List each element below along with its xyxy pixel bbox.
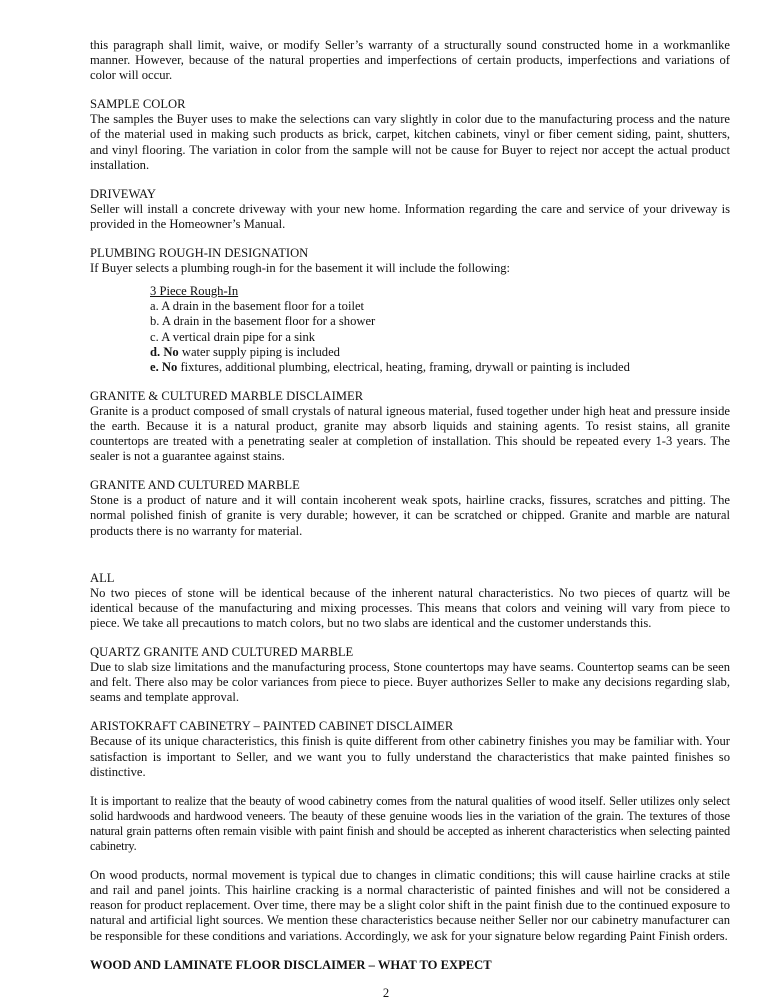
- granite-marble-heading: GRANITE AND CULTURED MARBLE: [90, 478, 300, 493]
- wood-laminate-heading: WOOD AND LAMINATE FLOOR DISCLAIMER – WHAT TO EXPECT: [90, 957, 492, 972]
- list-item-prefix: a.: [150, 299, 159, 314]
- granite-disclaimer-heading: GRANITE & CULTURED MARBLE DISCLAIMER: [90, 388, 364, 403]
- list-item-prefix: d.: [150, 344, 161, 359]
- aristokraft-body-1: Because of its unique characteristics, this finish is quite different from other cabinetry finishes you may be familiar with. Your satisfaction is important to Seller, and we want you to fully understand the characteristics that make painted finishes so distinctive.: [90, 734, 730, 779]
- plumbing-body: If Buyer selects a plumbing rough-in for the basement it will include the following:: [90, 261, 511, 276]
- sample-color-section: [90, 97, 730, 172]
- list-item-text: A drain in the basement floor for a toilet: [161, 299, 365, 314]
- plumbing-heading: PLUMBING ROUGH-IN DESIGNATION: [90, 246, 309, 261]
- document-page: [90, 38, 730, 973]
- list-item-text: water supply piping is included: [181, 344, 340, 359]
- aristokraft-body-2: It is important to realize that the beauty of wood cabinetry comes from the natural qualities of wood itself. Seller utilizes only select solid hardwoods and hardwood veneers. The beauty of these genuine woods lies in the variation of the grain. The textures of those natural grain patterns often remain visible with paint finish and should be accepted as inherent characteristics when selecting painted cabinetry.: [90, 793, 730, 854]
- aristokraft-body-3: On wood products, normal movement is typical due to changes in climatic conditions; this will cause hairline cracks at stile and rail and panel joints. This hairline cracking is a normal characteristic of painted finishes and will not be considered a reason for product replacement. Over time, there may be a slight color shift in the paint finish due to the continued exposure to natural and artificial light sources. We mention these characteristics because neither Seller nor our cabinetry manufacturer can be responsible for these conditions and variations. Accordingly, we ask for your signature below regarding Paint Finish orders.: [90, 868, 730, 943]
- intro-paragraph: this paragraph shall limit, waive, or modify Seller’s warranty of a structurally sound constructed home in a workmanlike manner. However, because of the natural properties and imperfections of certain products, imperfections and variations of color will occur.: [90, 38, 730, 83]
- all-body: No two pieces of stone will be identical because of the inherent natural characteristics. No two pieces of quartz will be identical because of the manufacturing and mixing processes. This means that colors and veining will vary from piece to piece. We take all precautions to match colors, but no two slabs are identical and the customer understands this.: [90, 585, 730, 630]
- list-item-bold: No: [161, 359, 178, 374]
- plumbing-section: [90, 246, 730, 375]
- plumbing-list-title: 3 Piece Rough-In: [150, 284, 239, 299]
- list-item-prefix: b.: [150, 314, 160, 329]
- page-number: 2: [382, 986, 390, 1000]
- list-item: [150, 314, 730, 329]
- intro-section: [90, 38, 730, 83]
- granite-disclaimer-section: [90, 389, 730, 464]
- driveway-body: Seller will install a concrete driveway with your new home. Information regarding the care and service of your driveway is provided in the Homeowner’s Manual.: [90, 201, 730, 231]
- list-item-prefix: e.: [150, 359, 159, 374]
- driveway-section: [90, 187, 730, 232]
- list-item-text: A drain in the basement floor for a shower: [161, 314, 376, 329]
- list-item-bold: No: [163, 344, 179, 359]
- list-item-prefix: c.: [150, 329, 159, 344]
- driveway-heading: DRIVEWAY: [90, 186, 156, 201]
- list-item-text: A vertical drain pipe for a sink: [161, 329, 316, 344]
- quartz-heading: QUARTZ GRANITE AND CULTURED MARBLE: [90, 645, 354, 659]
- list-item-text: fixtures, additional plumbing, electrical, heating, framing, drywall or painting is included: [180, 359, 630, 374]
- list-item: [150, 299, 730, 314]
- list-item: [150, 330, 730, 345]
- aristokraft-heading: ARISTOKRAFT CABINETRY – PAINTED CABINET DISCLAIMER: [90, 719, 454, 734]
- quartz-section: [90, 645, 730, 705]
- sample-color-body: The samples the Buyer uses to make the selections can vary slightly in color due to the manufacturing process and the nature of the material used in making such products as brick, carpet, kitchen cabinets, vinyl or fiber cement siding, paint, shutters, and vinyl flooring. The variation in color from the sample will not be cause for Buyer to reject nor accept the actual product installation.: [90, 112, 730, 172]
- sample-color-heading: SAMPLE COLOR: [90, 97, 186, 112]
- granite-marble-body: Stone is a product of nature and it will contain incoherent weak spots, hairline cracks, fissures, scratches and pitting. The normal polished finish of granite is very durable; however, it can be scratched or chipped. Granite and marble are natural products there is no warranty for material.: [90, 493, 730, 538]
- quartz-body: Due to slab size limitations and the manufacturing process, Stone countertops may have seams. Countertop seams can be seen and felt. There also may be color variances from piece to piece. Buyer authorizes Seller to make any decisions regarding slab, seams and template approval.: [90, 660, 730, 705]
- granite-disclaimer-body: Granite is a product composed of small crystals of natural igneous material, fused together under high heat and pressure inside the earth. Because it is a natural product, granite may absorb liquids and staining agents. To resist stains, all granite countertops are treated with a penetrating sealer at completion of installation. This should be repeated every 1-3 years. The sealer is not a guarantee against stains.: [90, 403, 730, 464]
- all-section: [90, 571, 730, 631]
- aristokraft-section: [90, 719, 730, 943]
- spacer: [90, 553, 730, 571]
- wood-laminate-section: [90, 958, 730, 973]
- list-item: [150, 360, 730, 375]
- list-item: [150, 345, 730, 360]
- granite-marble-section: [90, 478, 730, 538]
- all-heading: ALL: [90, 570, 115, 585]
- plumbing-list: [150, 284, 730, 375]
